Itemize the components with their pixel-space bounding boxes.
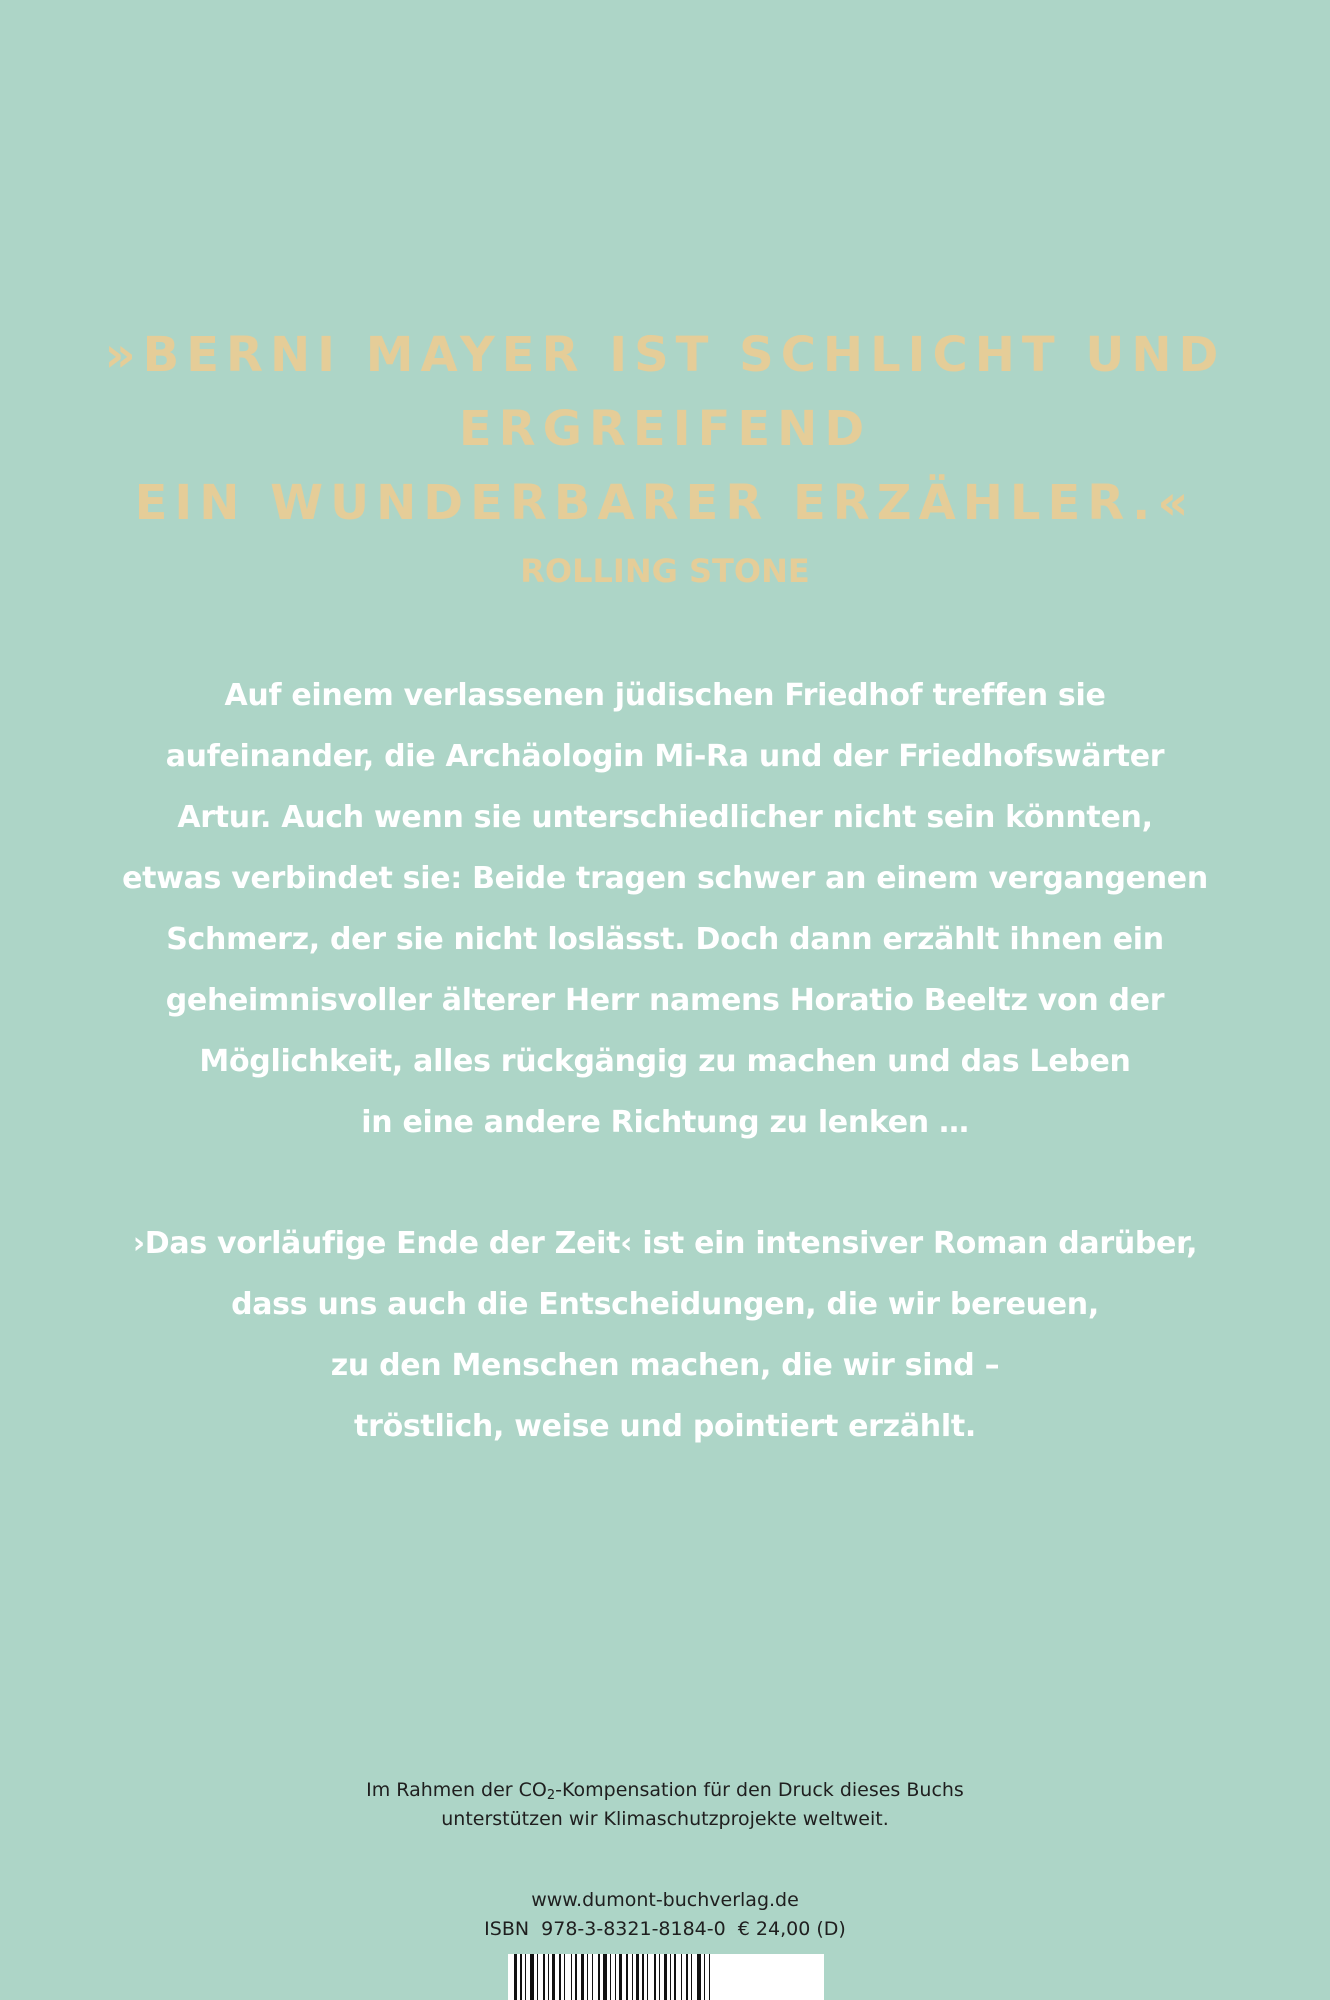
barcode-bar (674, 1954, 676, 2000)
review-quote-line-2: ERGREIFEND (458, 401, 872, 457)
co2-subscript: 2 (546, 1788, 556, 1803)
barcode-bar (691, 1954, 692, 2000)
barcode-bar (615, 1954, 616, 2000)
barcode-bar (632, 1954, 633, 2000)
blurb-line: geheimnisvoller älterer Herr namens Horatio Beeltz von der (165, 983, 1165, 1018)
climate-note-line-2: unterstützen wir Klimaschutzprojekte weltweit. (441, 1808, 889, 1830)
barcode-bar (564, 1954, 565, 2000)
barcode-bar (642, 1954, 644, 2000)
barcode-bar (520, 1954, 522, 2000)
barcode-bar (709, 1954, 710, 2000)
barcode-bar (654, 1954, 656, 2000)
barcode-bar (704, 1954, 705, 2000)
blurb-line: tröstlich, weise und pointiert erzählt. (354, 1409, 976, 1444)
climate-note-line-1 (0, 1776, 1330, 1805)
barcode-bar (598, 1954, 600, 2000)
barcode-bar (636, 1954, 639, 2000)
barcode-bar (530, 1954, 534, 2000)
blurb-paragraph-1 (0, 665, 1330, 1153)
barcode-bar (559, 1954, 561, 2000)
barcode-bar (670, 1954, 671, 2000)
blurb-line: zu den Menschen machen, die wir sind – (330, 1348, 1000, 1383)
isbn-price: ISBN 978-3-8321-8184-0 € 24,00 (D) (484, 1918, 846, 1940)
blurb-line: ›Das vorläufige Ende der Zeit‹ ist ein intensiver Roman darüber, (132, 1226, 1198, 1261)
barcode-bar (543, 1954, 545, 2000)
barcode-bar (603, 1954, 607, 2000)
blurb-line: Auf einem verlassenen jüdischen Friedhof treffen sie (224, 678, 1106, 713)
barcode-bar (659, 1954, 660, 2000)
blurb-line: Artur. Auch wenn sie unterschiedlicher nicht sein könnten, (177, 800, 1153, 835)
barcode-bar (514, 1954, 517, 2000)
barcode-bar (525, 1954, 526, 2000)
publisher-website: www.dumont-buchverlag.de (531, 1889, 799, 1911)
barcode-bar (571, 1954, 572, 2000)
blurb-line: etwas verbindet sie: Beide tragen schwer an einem vergangenen (122, 861, 1208, 896)
review-quote-line-3: EIN WUNDERBARER ERZÄHLER.« (134, 475, 1196, 531)
barcode-graphic (508, 1954, 824, 2000)
barcode-bar (552, 1954, 555, 2000)
barcode-bar (647, 1954, 648, 2000)
barcode-bar (619, 1954, 622, 2000)
barcode-bar (610, 1954, 611, 2000)
review-quote (0, 318, 1330, 540)
barcode-bar (592, 1954, 593, 2000)
climate-note-text: -Kompensation für den Druck dieses Buchs (555, 1779, 964, 1801)
blurb-paragraph-2 (0, 1213, 1330, 1457)
barcode-bar (626, 1954, 628, 2000)
barcode-bar (548, 1954, 549, 2000)
barcode-bar (686, 1954, 688, 2000)
barcode-bar (575, 1954, 577, 2000)
blurb-line: Möglichkeit, alles rückgängig zu machen und das Leben (199, 1044, 1131, 1079)
isbn-barcode (508, 1954, 824, 2000)
blurb-line: dass uns auch die Entscheidungen, die wir bereuen, (231, 1287, 1099, 1322)
barcode-bar (664, 1954, 667, 2000)
review-quote-line-1: »BERNI MAYER IST SCHLICHT UND (104, 327, 1226, 383)
review-source: ROLLING STONE (520, 552, 810, 590)
climate-note (0, 1776, 1330, 1834)
blurb-line: aufeinander, die Archäologin Mi-Ra und der Friedhofswärter (165, 739, 1165, 774)
barcode-bar (581, 1954, 584, 2000)
barcode-bar (537, 1954, 538, 2000)
barcode-bar (587, 1954, 588, 2000)
blurb-line: Schmerz, der sie nicht loslässt. Doch dann erzählt ihnen ein (166, 922, 1164, 957)
climate-note-text: Im Rahmen der CO (366, 1779, 547, 1801)
publisher-info (0, 1886, 1330, 1944)
barcode-bar (681, 1954, 682, 2000)
barcode-bar (697, 1954, 701, 2000)
blurb-line: in eine andere Richtung zu lenken … (361, 1105, 969, 1140)
